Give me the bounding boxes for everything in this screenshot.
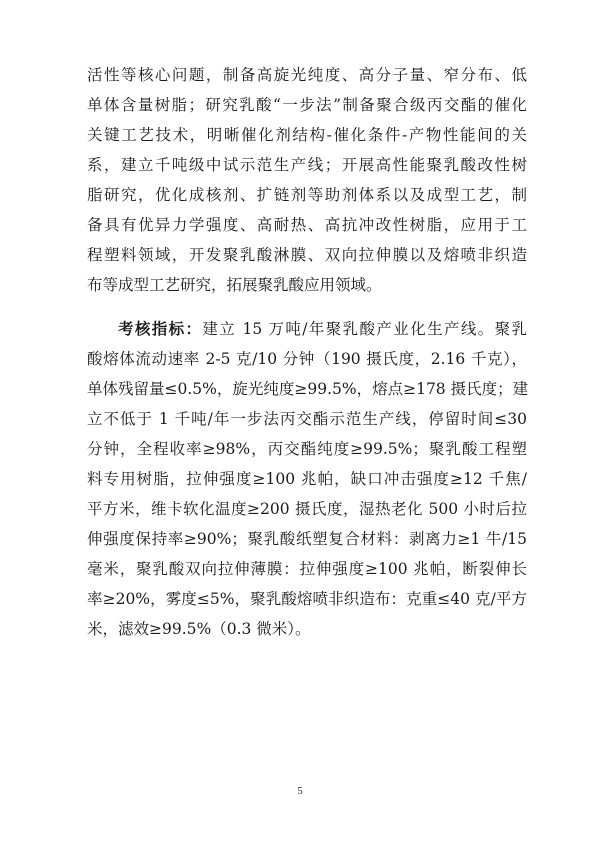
paragraph-line: 料专用树脂，拉伸强度≥100 兆帕，缺口冲击强度≥12 千焦/ <box>87 470 527 488</box>
paragraph-line: 单体残留量≤0.5%，旋光纯度≥99.5%，熔点≥178 摄氏度；建 <box>87 380 529 398</box>
paragraph-line: 脂研究，优化成核剂、扩链剂等助剂体系以及成型工艺，制 <box>87 186 527 204</box>
assessment-first-line-text: 建立 15 万吨/年聚乳酸产业化生产线。聚乳 <box>202 320 527 338</box>
body-text <box>87 60 527 644</box>
paragraph-line: 平方米，维卡软化温度≥200 摄氏度，湿热老化 500 小时后拉 <box>87 500 527 518</box>
paragraph-line: 活性等核心问题，制备高旋光纯度、高分子量、窄分布、低 <box>87 66 527 84</box>
paragraph-line: 布等成型工艺研究，拓展聚乳酸应用领域。 <box>87 276 382 294</box>
paragraph-line: 伸强度保持率≥90%；聚乳酸纸塑复合材料：剥离力≥1 牛/15 <box>87 530 527 548</box>
paragraph-line: 酸熔体流动速率 2-5 克/10 分钟（190 摄氏度，2.16 千克）， <box>87 350 527 368</box>
paragraph-line: 毫米，聚乳酸双向拉伸薄膜：拉伸强度≥100 兆帕，断裂伸长 <box>87 560 527 578</box>
paragraph-line: 关键工艺技术，明晰催化剂结构-催化条件-产物性能间的关 <box>87 126 527 144</box>
paragraph-line: 单体含量树脂；研究乳酸“一步法”制备聚合级丙交酯的催化 <box>87 96 527 114</box>
assessment-first-line <box>87 314 527 344</box>
paragraph-line: 系，建立千吨级中试示范生产线；开展高性能聚乳酸改性树 <box>87 156 527 174</box>
paragraph-line: 分钟，全程收率≥98%，丙交酯纯度≥99.5%；聚乳酸工程塑 <box>87 440 527 458</box>
assessment-label: 考核指标： <box>118 319 203 338</box>
paragraph-line: 程塑料领域，开发聚乳酸淋膜、双向拉伸膜以及熔喷非织造 <box>87 246 527 264</box>
paragraph-line: 立不低于 1 千吨/年一步法丙交酯示范生产线，停留时间≤30 <box>87 410 527 428</box>
paragraph-line: 率≥20%，雾度≤5%，聚乳酸熔喷非织造布：克重≤40 克/平方 <box>87 590 527 608</box>
paragraph-line: 米，滤效≥99.5%（0.3 微米）。 <box>87 620 311 638</box>
page-number: 5 <box>297 785 303 797</box>
paragraph-line: 备具有优异力学强度、高耐热、高抗冲改性树脂，应用于工 <box>87 216 527 234</box>
